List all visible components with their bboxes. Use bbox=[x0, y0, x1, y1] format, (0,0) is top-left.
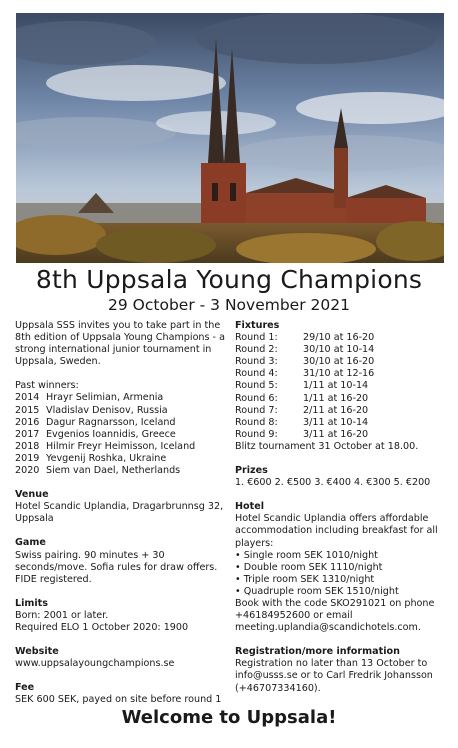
round-label: Round 1: bbox=[235, 332, 278, 344]
prizes-text: 1. €600 2. €500 3. €400 4. €300 5. €200 bbox=[235, 477, 431, 489]
website-link[interactable]: www.uppsalayoungchampions.se bbox=[15, 658, 175, 670]
winner-row bbox=[15, 417, 227, 429]
fixtures-list bbox=[235, 332, 447, 441]
round-label: Round 9: bbox=[235, 428, 278, 440]
website-heading: Website bbox=[15, 646, 59, 658]
round-time: 3/11 at 10-14 bbox=[303, 416, 369, 428]
fixture-row bbox=[235, 380, 447, 392]
welcome-banner: Welcome to Uppsala! bbox=[121, 707, 337, 728]
winner-row bbox=[15, 392, 227, 404]
winner-year: 2016 bbox=[15, 416, 40, 428]
fixtures-heading: Fixtures bbox=[235, 320, 280, 331]
winner-name: Hilmir Freyr Heimisson, Iceland bbox=[46, 440, 196, 452]
blitz-text: Blitz tournament 31 October at 18.00. bbox=[235, 440, 419, 452]
round-time: 29/10 at 16-20 bbox=[303, 332, 375, 344]
round-label: Round 4: bbox=[235, 368, 278, 380]
round-time: 3/11 at 16-20 bbox=[303, 428, 369, 440]
fixture-row bbox=[235, 356, 447, 368]
game-text: Swiss pairing. 90 minutes + 30 seconds/move. Sofia rules for draw offers. FIDE registered. bbox=[15, 549, 221, 585]
winner-year: 2015 bbox=[15, 404, 40, 416]
fixture-row bbox=[235, 417, 447, 429]
winner-name: Yevgenij Roshka, Ukraine bbox=[46, 452, 167, 464]
winner-year: 2019 bbox=[15, 452, 40, 464]
winner-name: Evgenios Ioannidis, Greece bbox=[46, 428, 176, 440]
winner-row bbox=[15, 405, 227, 417]
winner-year: 2014 bbox=[15, 392, 40, 404]
hotel-heading: Hotel bbox=[235, 501, 265, 513]
round-time: 1/11 at 16-20 bbox=[303, 392, 369, 404]
round-time: 31/10 at 12-16 bbox=[303, 368, 375, 380]
room-quadruple: • Quadruple room SEK 1510/night bbox=[235, 585, 399, 597]
game-heading: Game bbox=[15, 537, 46, 549]
winner-year: 2017 bbox=[15, 428, 40, 440]
winner-row bbox=[15, 441, 227, 453]
limits-elo: Required ELO 1 October 2020: 1900 bbox=[15, 621, 189, 633]
round-time: 30/10 at 10-14 bbox=[303, 344, 375, 356]
limits-heading: Limits bbox=[15, 597, 48, 609]
fixture-row bbox=[235, 332, 447, 344]
round-label: Round 2: bbox=[235, 344, 278, 356]
winner-row bbox=[15, 453, 227, 465]
hotel-intro: Hotel Scandic Uplandia offers affordable accommodation including breakfast for all players: bbox=[235, 513, 441, 549]
intro-text: Uppsala SSS invites you to take part in the 8th edition of Uppsala Young Champions - a strong international junior tournament in Uppsala, Sweden. bbox=[15, 320, 229, 368]
winner-row bbox=[15, 465, 227, 477]
winner-name: Siem van Dael, Netherlands bbox=[46, 465, 181, 477]
venue-text: Hotel Scandic Uplandia, Dragarbrunnsg 32, Uppsala bbox=[15, 501, 227, 525]
booking-text: Book with the code SKO291021 on phone +46184952600 or email meeting.uplandia@scandichotels.com. bbox=[235, 597, 438, 634]
round-time: 2/11 at 16-20 bbox=[303, 404, 369, 416]
round-label: Round 3: bbox=[235, 356, 278, 368]
winner-year: 2018 bbox=[15, 440, 40, 452]
event-dates: 29 October - 3 November 2021 bbox=[108, 296, 350, 314]
left-column bbox=[15, 320, 227, 706]
room-triple: • Triple room SEK 1310/night bbox=[235, 573, 375, 585]
right-column bbox=[235, 320, 447, 695]
winner-name: Hrayr Selimian, Armenia bbox=[46, 392, 164, 404]
prizes-heading: Prizes bbox=[235, 465, 268, 477]
cathedral-photo bbox=[16, 13, 444, 263]
limits-born: Born: 2001 or later. bbox=[15, 609, 109, 621]
round-time: 30/10 at 16-20 bbox=[303, 356, 375, 368]
fee-heading: Fee bbox=[15, 682, 35, 694]
fixture-row bbox=[235, 368, 447, 380]
fixture-row bbox=[235, 429, 447, 441]
round-label: Round 6: bbox=[235, 392, 278, 404]
round-time: 1/11 at 10-14 bbox=[303, 380, 369, 392]
past-winners-list bbox=[15, 392, 227, 477]
winner-year: 2020 bbox=[15, 465, 40, 477]
fixture-row bbox=[235, 405, 447, 417]
fee-text: SEK 600 SEK, payed on site before round 1 bbox=[15, 694, 222, 706]
fixture-row bbox=[235, 344, 447, 356]
past-winners-heading: Past winners: bbox=[15, 380, 79, 392]
round-label: Round 8: bbox=[235, 416, 278, 428]
fixture-row bbox=[235, 393, 447, 405]
room-single: • Single room SEK 1010/night bbox=[235, 549, 378, 561]
registration-text: Registration no later than 13 October to info@usss.se or to Carl Fredrik Johansson (+46707334160). bbox=[235, 658, 436, 694]
winner-name: Dagur Ragnarsson, Iceland bbox=[46, 416, 176, 428]
winner-name: Vladislav Denisov, Russia bbox=[46, 404, 168, 416]
venue-heading: Venue bbox=[15, 489, 49, 501]
page-title: 8th Uppsala Young Champions bbox=[35, 265, 423, 294]
winner-row bbox=[15, 429, 227, 441]
room-double: • Double room SEK 1110/night bbox=[235, 561, 383, 573]
round-label: Round 7: bbox=[235, 404, 278, 416]
registration-heading: Registration/more information bbox=[235, 646, 400, 658]
round-label: Round 5: bbox=[235, 380, 278, 392]
